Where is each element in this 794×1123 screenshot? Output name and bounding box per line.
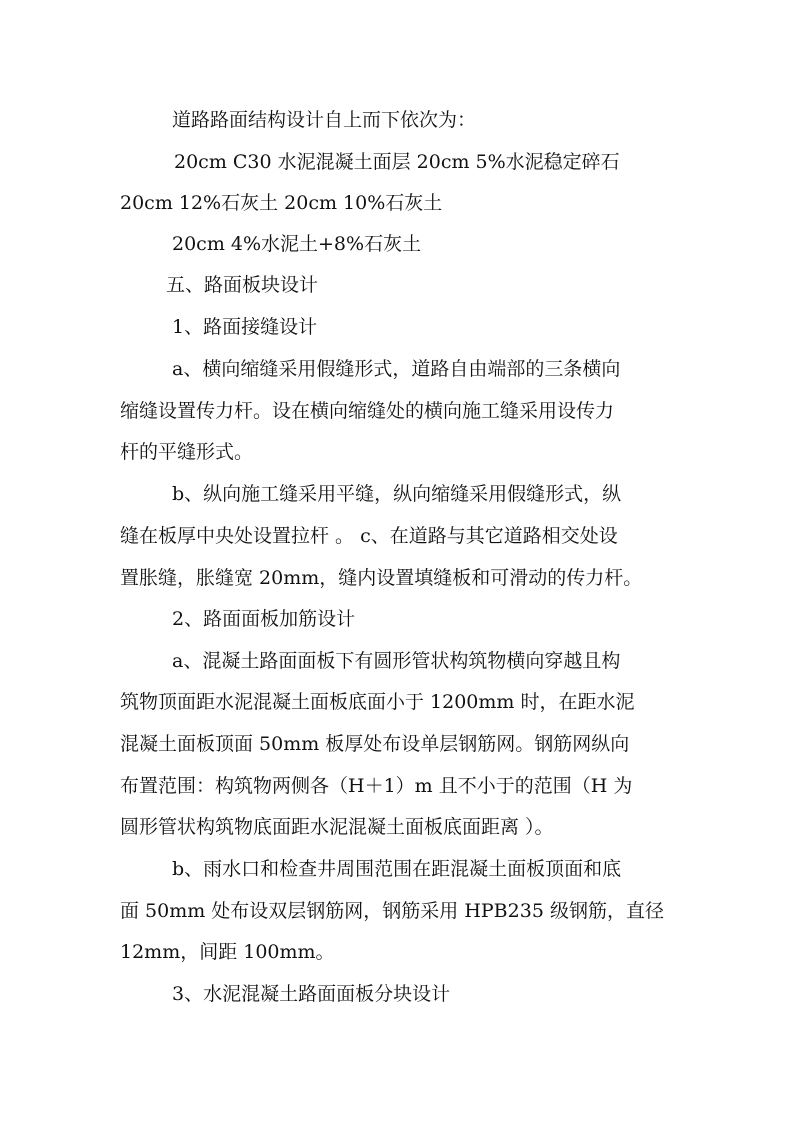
- text-line: 缩缝设置传力杆。设在横向缩缝处的横向施工缝采用设传力: [120, 400, 615, 422]
- text-line: 杆的平缝形式。: [120, 441, 254, 463]
- text-line: 筑物顶面距水泥混凝土面板底面小于 1200mm 时，在距水泥: [120, 691, 635, 713]
- text-line: 12mm，间距 100mm。: [120, 941, 335, 963]
- text-line: b、雨水口和检查井周围范围在距混凝土面板顶面和底: [172, 858, 622, 880]
- text-line: 置胀缝，胀缝宽 20mm，缝内设置填缝板和可滑动的传力杆。: [120, 567, 643, 589]
- text-line: a、混凝土路面面板下有圆形管状构筑物横向穿越且构: [172, 650, 621, 672]
- text-line: b、纵向施工缝采用平缝，纵向缩缝采用假缝形式，纵: [172, 483, 622, 505]
- subsection-heading: 1、路面接缝设计: [172, 316, 318, 338]
- text-line: 20cm C30 水泥混凝土面层 20cm 5%水泥稳定碎石: [174, 151, 620, 173]
- text-line: 面 50mm 处布设双层钢筋网，钢筋采用 HPB235 级钢筋，直径: [120, 900, 664, 922]
- section-heading: 五、路面板块设计: [166, 274, 319, 296]
- text-line: 混凝土面板顶面 50mm 板厚处布设单层钢筋网。钢筋网纵向: [120, 733, 630, 755]
- text-line: 圆形管状构筑物底面距水泥混凝土面板底面距离 ）。: [120, 816, 554, 838]
- text-line: 布置范围：构筑物两侧各（H＋1）m 且不小于的范围（H 为: [120, 775, 633, 797]
- text-line: 20cm 4%水泥土+8%石灰土: [172, 233, 422, 255]
- subsection-heading: 2、路面面板加筋设计: [172, 608, 356, 630]
- text-line: 20cm 12%石灰土 20cm 10%石灰土: [120, 192, 443, 214]
- text-line: a、横向缩缝采用假缝形式，道路自由端部的三条横向: [172, 358, 621, 380]
- text-line: 缝在板厚中央处设置拉杆 。 c、在道路与其它道路相交处设: [120, 525, 618, 547]
- text-line: 道路路面结构设计自上而下依次为：: [172, 109, 477, 131]
- subsection-heading: 3、水泥混凝土路面面板分块设计: [172, 983, 451, 1005]
